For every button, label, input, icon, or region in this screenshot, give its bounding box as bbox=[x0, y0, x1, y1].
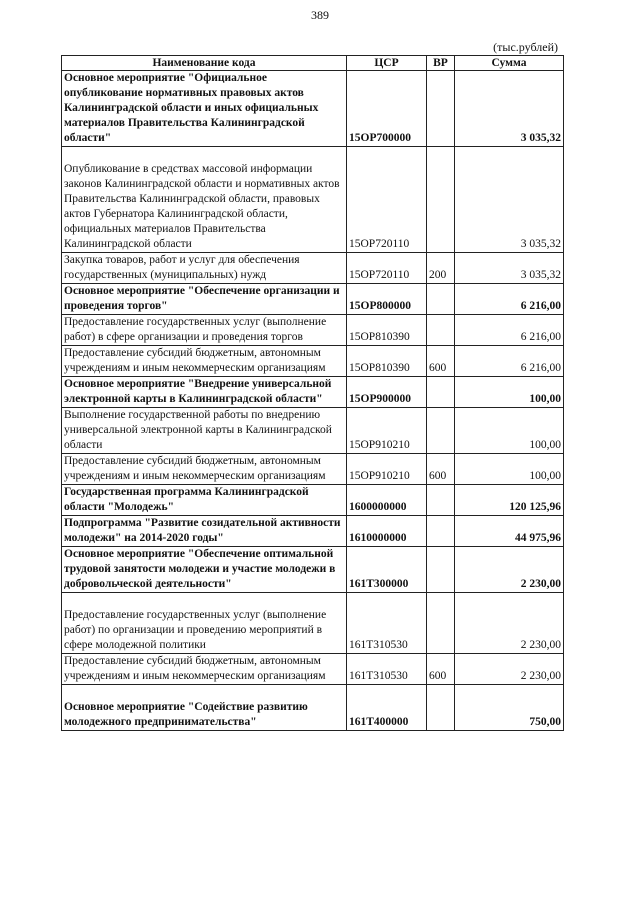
row-name: Основное мероприятие "Официальное опубликование нормативных правовых актов Калининградской области и иных официальных материалов Правительства Калининградской области" bbox=[62, 71, 347, 147]
row-name: Основное мероприятие "Обеспечение оптимальной трудовой занятости молодежи и участие молодежи в добровольческой деятельности" bbox=[62, 547, 347, 593]
row-sum: 100,00 bbox=[455, 454, 564, 485]
table-row bbox=[62, 408, 564, 454]
row-sum: 2 230,00 bbox=[455, 593, 564, 654]
row-csr: 15ОР720110 bbox=[347, 147, 427, 253]
row-name: Основное мероприятие "Обеспечение организации и проведения торгов" bbox=[62, 284, 347, 315]
header-csr: ЦСР bbox=[347, 56, 427, 71]
row-sum: 6 216,00 bbox=[455, 346, 564, 377]
row-csr: 15ОР800000 bbox=[347, 284, 427, 315]
table-header-row bbox=[62, 56, 564, 71]
header-name: Наименование кода bbox=[62, 56, 347, 71]
row-csr: 15ОР810390 bbox=[347, 346, 427, 377]
row-sum: 44 975,96 bbox=[455, 516, 564, 547]
row-csr: 15ОР720110 bbox=[347, 253, 427, 284]
row-name: Выполнение государственной работы по внедрению универсальной электронной карты в Калининградской области bbox=[62, 408, 347, 454]
units-label: (тыс.рублей) bbox=[493, 40, 558, 54]
row-sum: 2 230,00 bbox=[455, 654, 564, 685]
table-row bbox=[62, 454, 564, 485]
header-vr: ВР bbox=[427, 56, 455, 71]
row-csr: 15ОР700000 bbox=[347, 71, 427, 147]
row-name: Предоставление субсидий бюджетным, автономным учреждениям и иным некоммерческим организациям bbox=[62, 654, 347, 685]
row-name: Закупка товаров, работ и услуг для обеспечения государственных (муниципальных) нужд bbox=[62, 253, 347, 284]
row-vr: 600 bbox=[427, 346, 455, 377]
row-name: Подпрограмма "Развитие созидательной активности молодежи" на 2014-2020 годы" bbox=[62, 516, 347, 547]
row-csr: 15ОР910210 bbox=[347, 408, 427, 454]
row-sum: 3 035,32 bbox=[455, 71, 564, 147]
page-number: 389 bbox=[311, 8, 329, 22]
row-name: Основное мероприятие "Внедрение универсальной электронной карты в Калининградской области" bbox=[62, 377, 347, 408]
row-sum: 6 216,00 bbox=[455, 315, 564, 346]
table-row bbox=[62, 377, 564, 408]
row-csr: 161Т310530 bbox=[347, 593, 427, 654]
budget-table bbox=[61, 55, 564, 731]
row-vr bbox=[427, 593, 455, 654]
table-row bbox=[62, 315, 564, 346]
table-row bbox=[62, 593, 564, 654]
row-vr: 600 bbox=[427, 454, 455, 485]
row-vr bbox=[427, 71, 455, 147]
row-vr bbox=[427, 284, 455, 315]
table-row bbox=[62, 253, 564, 284]
row-vr: 600 bbox=[427, 654, 455, 685]
table-row bbox=[62, 485, 564, 516]
row-csr: 1610000000 bbox=[347, 516, 427, 547]
row-sum: 6 216,00 bbox=[455, 284, 564, 315]
row-vr bbox=[427, 685, 455, 731]
row-csr: 161Т300000 bbox=[347, 547, 427, 593]
row-name: Государственная программа Калининградской области "Молодежь" bbox=[62, 485, 347, 516]
row-vr bbox=[427, 315, 455, 346]
row-name: Основное мероприятие "Содействие развитию молодежного предпринимательства" bbox=[62, 685, 347, 731]
row-name: Предоставление субсидий бюджетным, автономным учреждениям и иным некоммерческим организациям bbox=[62, 346, 347, 377]
row-csr: 161Т310530 bbox=[347, 654, 427, 685]
row-csr: 15ОР910210 bbox=[347, 454, 427, 485]
row-sum: 100,00 bbox=[455, 377, 564, 408]
row-vr bbox=[427, 485, 455, 516]
row-vr bbox=[427, 147, 455, 253]
row-csr: 1600000000 bbox=[347, 485, 427, 516]
row-name: Предоставление государственных услуг (выполнение работ) в сфере организации и проведения торгов bbox=[62, 315, 347, 346]
table-row bbox=[62, 346, 564, 377]
row-sum: 3 035,32 bbox=[455, 253, 564, 284]
table-row bbox=[62, 547, 564, 593]
table-row bbox=[62, 685, 564, 731]
row-name: Предоставление государственных услуг (выполнение работ) по организации и проведению мероприятий в сфере молодежной политики bbox=[62, 593, 347, 654]
table-row bbox=[62, 147, 564, 253]
table-row bbox=[62, 516, 564, 547]
row-vr bbox=[427, 547, 455, 593]
row-vr bbox=[427, 516, 455, 547]
row-csr: 15ОР900000 bbox=[347, 377, 427, 408]
row-csr: 161Т400000 bbox=[347, 685, 427, 731]
row-sum: 100,00 bbox=[455, 408, 564, 454]
row-vr: 200 bbox=[427, 253, 455, 284]
row-sum: 2 230,00 bbox=[455, 547, 564, 593]
row-sum: 750,00 bbox=[455, 685, 564, 731]
row-vr bbox=[427, 377, 455, 408]
table-body bbox=[62, 71, 564, 731]
row-name: Предоставление субсидий бюджетным, автономным учреждениям и иным некоммерческим организациям bbox=[62, 454, 347, 485]
row-name: Опубликование в средствах массовой информации законов Калининградской области и нормативных актов Правительства Калининградской области, правовых актов Губернатора Калининградской области, официальных материалов Правительства Калининградской области bbox=[62, 147, 347, 253]
row-vr bbox=[427, 408, 455, 454]
row-sum: 120 125,96 bbox=[455, 485, 564, 516]
row-csr: 15ОР810390 bbox=[347, 315, 427, 346]
table-row bbox=[62, 284, 564, 315]
table-row bbox=[62, 654, 564, 685]
table-row bbox=[62, 71, 564, 147]
header-sum: Сумма bbox=[455, 56, 564, 71]
row-sum: 3 035,32 bbox=[455, 147, 564, 253]
